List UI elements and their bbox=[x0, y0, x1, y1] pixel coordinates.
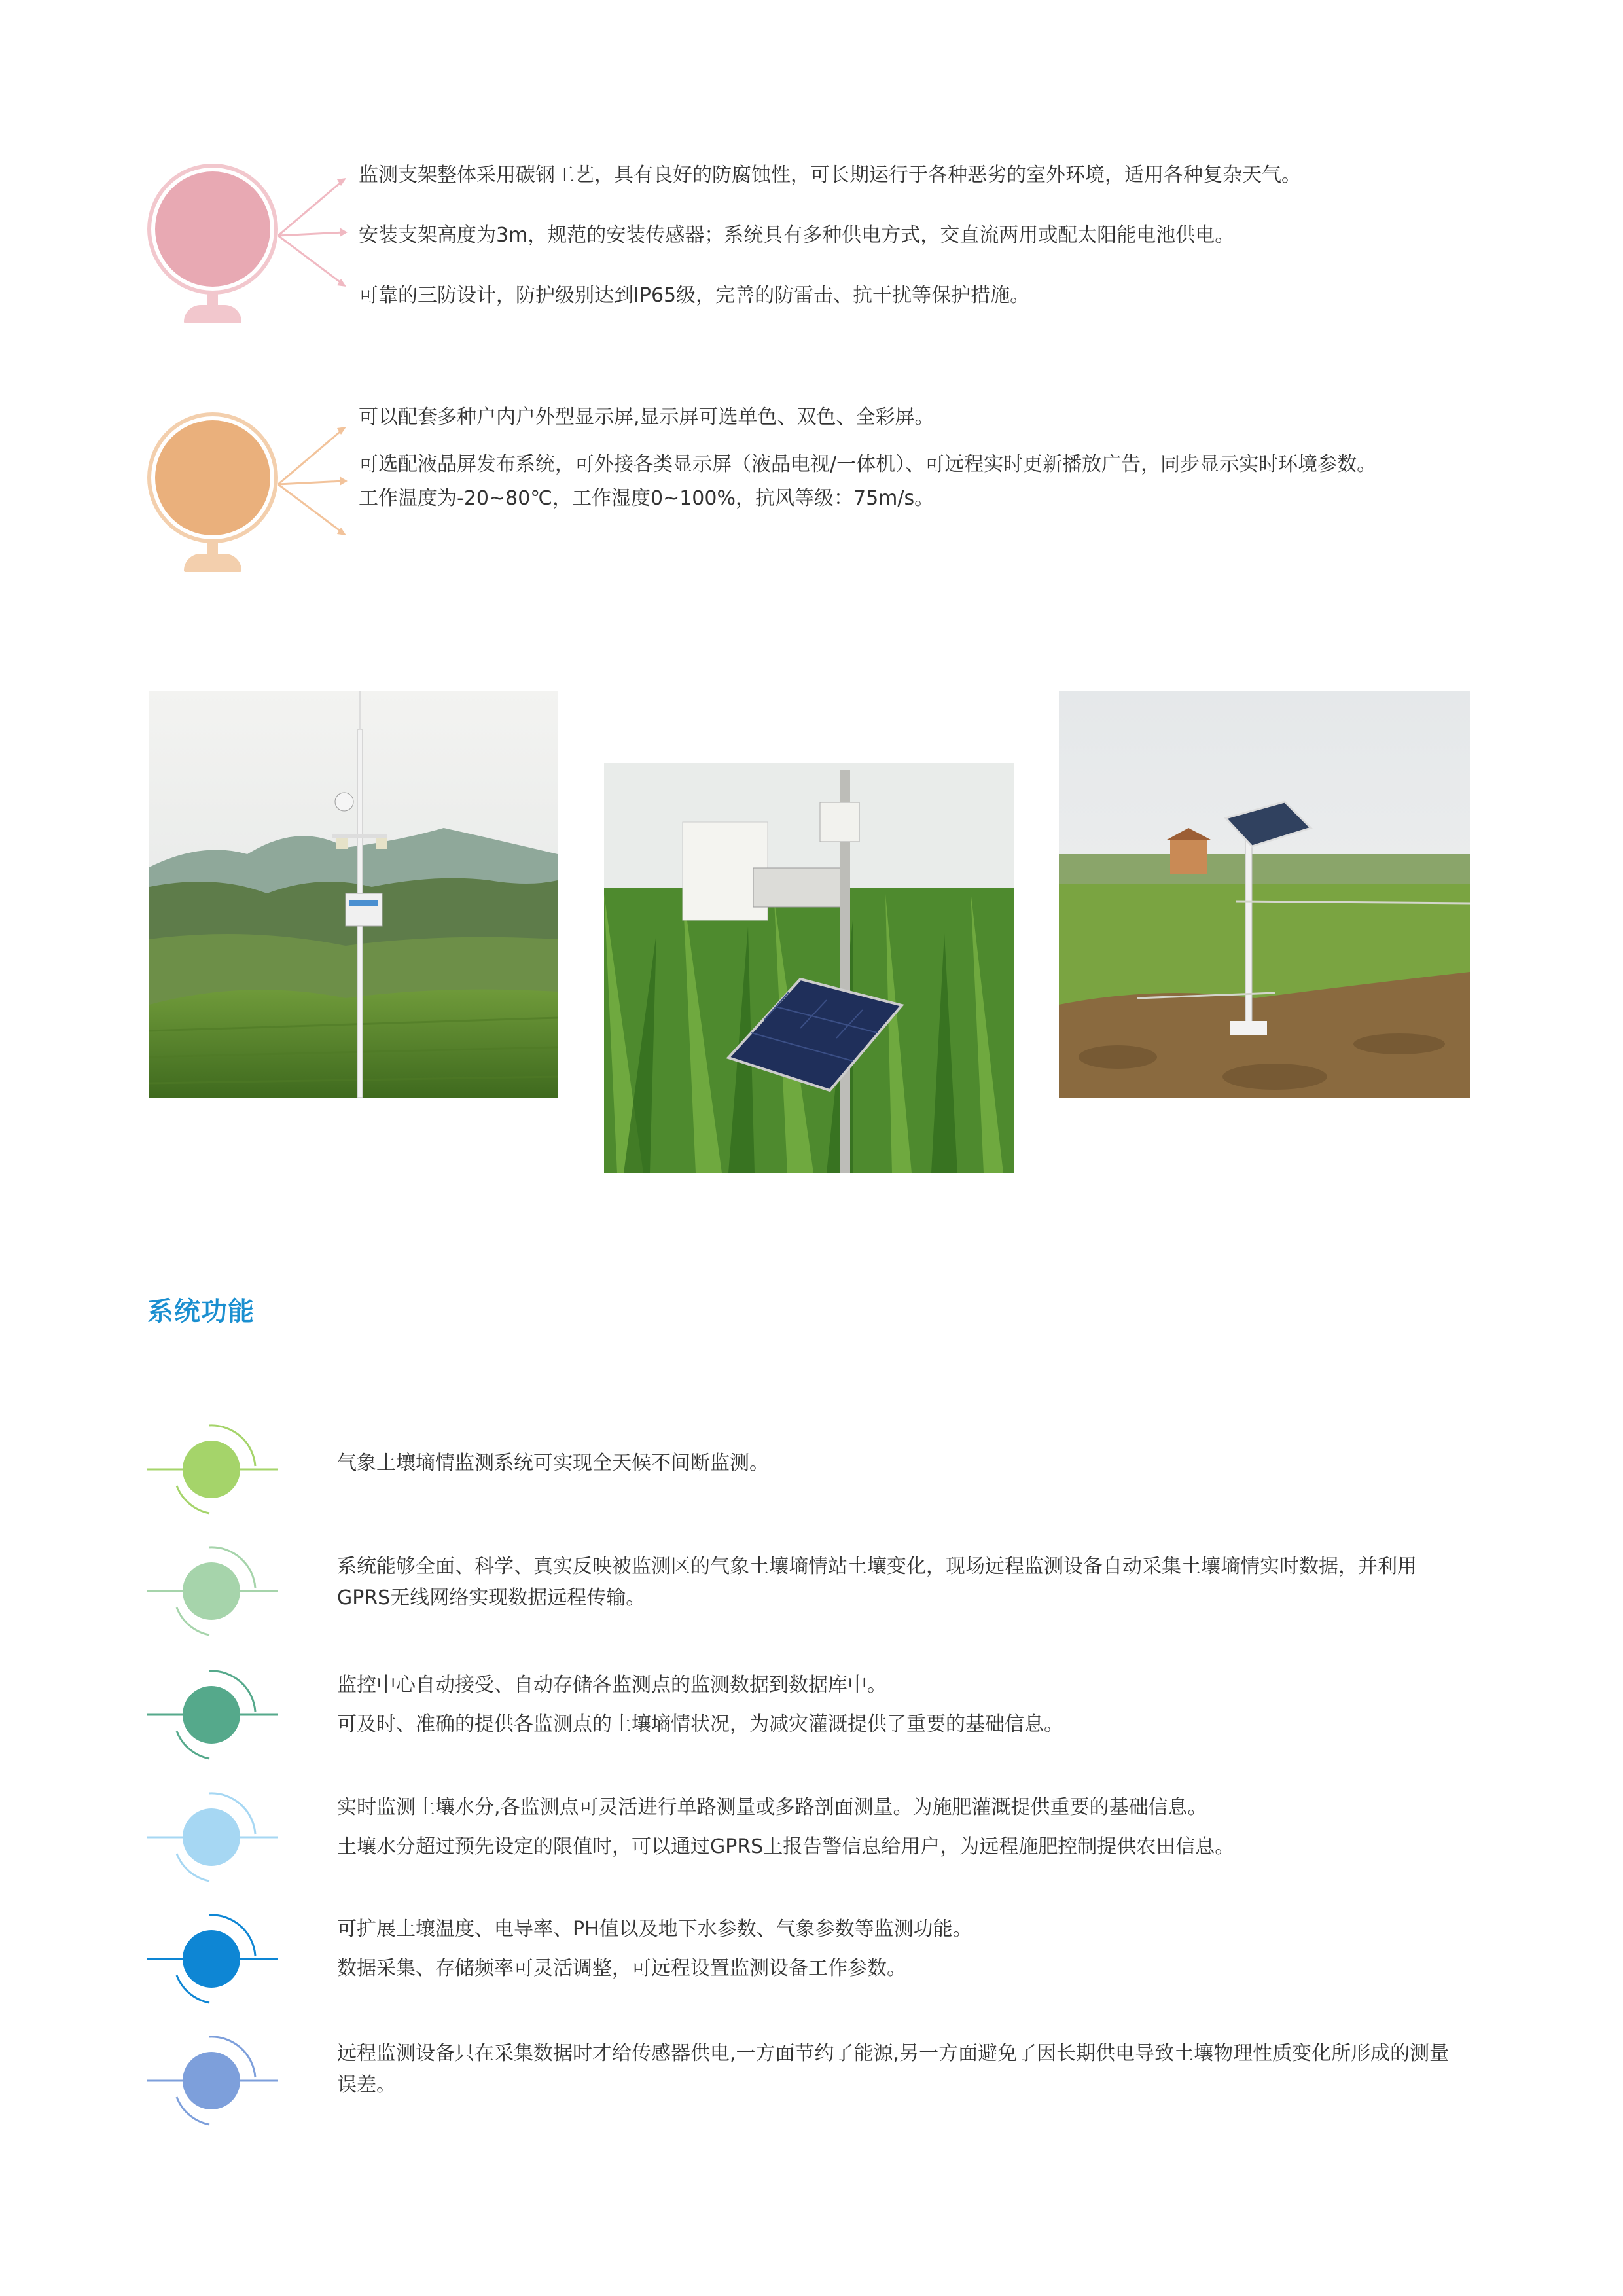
function-item bbox=[147, 1788, 1489, 1886]
function-text bbox=[337, 1670, 1489, 1748]
function-dot-icon bbox=[147, 1420, 278, 1518]
globe-base bbox=[184, 554, 241, 572]
globe-base bbox=[184, 305, 241, 323]
feature-2-text bbox=[359, 403, 1484, 513]
function-line: 系统能够全面、科学、真实反映被监测区的气象土壤墒情站土壤变化，现场远程监测设备自动采集土壤墒情实时数据，并利用GPRS无线网络实现数据远程传输。 bbox=[337, 1555, 1417, 1609]
function-text bbox=[337, 1914, 1489, 1992]
function-item bbox=[147, 2032, 1489, 2130]
function-dot-icon bbox=[147, 1666, 278, 1764]
station-photo-field bbox=[1059, 691, 1470, 1098]
feature-line: 监测支架整体采用碳钢工艺，具有良好的防腐蚀性，可长期运行于各种恶劣的室外环境，适用各种复杂天气。 bbox=[359, 164, 1301, 187]
function-dot-icon bbox=[147, 1910, 278, 2008]
arrow-lines-icon bbox=[278, 412, 357, 556]
function-dot-icon bbox=[147, 2032, 278, 2130]
function-dot-icon bbox=[147, 1788, 278, 1886]
function-item bbox=[147, 1542, 1489, 1640]
feature-line: 可靠的三防设计，防护级别达到IP65级，完善的防雷击、抗干扰等保护措施。 bbox=[359, 284, 1030, 307]
function-line: 可扩展土壤温度、电导率、PH值以及地下水参数、气象参数等监测功能。 bbox=[337, 1918, 972, 1941]
feature-line: 可选配液晶屏发布系统，可外接各类显示屏（液晶电视/一体机）、可远程实时更新播放广告，同步显示实时环境参数。 bbox=[359, 453, 1377, 476]
station-photo-mountain bbox=[149, 691, 558, 1098]
function-dot-icon bbox=[147, 1542, 278, 1640]
function-text bbox=[337, 1448, 1489, 1487]
function-item bbox=[147, 1420, 1489, 1518]
feature-1-text bbox=[359, 161, 1484, 310]
section-title: 系统功能 bbox=[147, 1297, 255, 1327]
function-line: 土壤水分超过预先设定的限值时，可以通过GPRS上报告警信息给用户，为远程施肥控制提供农田信息。 bbox=[337, 1835, 1235, 1858]
function-line: 可及时、准确的提供各监测点的土壤墒情状况，为减灾灌溉提供了重要的基础信息。 bbox=[337, 1713, 1063, 1736]
feature-line: 可以配套多种户内户外型显示屏,显示屏可选单色、双色、全彩屏。 bbox=[359, 406, 935, 429]
station-photo-cornfield bbox=[604, 763, 1014, 1173]
function-text bbox=[337, 2038, 1489, 2109]
function-line: 气象土壤墒情监测系统可实现全天候不间断监测。 bbox=[337, 1452, 769, 1475]
globe-core bbox=[155, 171, 270, 287]
arrow-lines-icon bbox=[278, 164, 357, 308]
feature-1-globe-icon bbox=[141, 164, 350, 340]
function-text bbox=[337, 1792, 1489, 1871]
feature-line: 工作温度为-20~80℃，工作湿度0~100%，抗风等级：75m/s。 bbox=[359, 487, 935, 510]
function-line: 监控中心自动接受、自动存储各监测点的监测数据到数据库中。 bbox=[337, 1674, 887, 1696]
function-item bbox=[147, 1910, 1489, 2008]
function-line: 远程监测设备只在采集数据时才给传感器供电,一方面节约了能源,另一方面避免了因长期供电导致土壤物理性质变化所形成的测量误差。 bbox=[337, 2042, 1450, 2096]
feature-2-globe-icon bbox=[141, 412, 350, 589]
globe-core bbox=[155, 420, 270, 535]
function-item bbox=[147, 1666, 1489, 1764]
function-text bbox=[337, 1551, 1489, 1622]
feature-line: 安装支架高度为3m，规范的安装传感器；系统具有多种供电方式，交直流两用或配太阳能电池供电。 bbox=[359, 224, 1235, 247]
function-line: 实时监测土壤水分,各监测点可灵活进行单路测量或多路剖面测量。为施肥灌溉提供重要的基础信息。 bbox=[337, 1796, 1207, 1819]
function-line: 数据采集、存储频率可灵活调整，可远程设置监测设备工作参数。 bbox=[337, 1957, 906, 1980]
